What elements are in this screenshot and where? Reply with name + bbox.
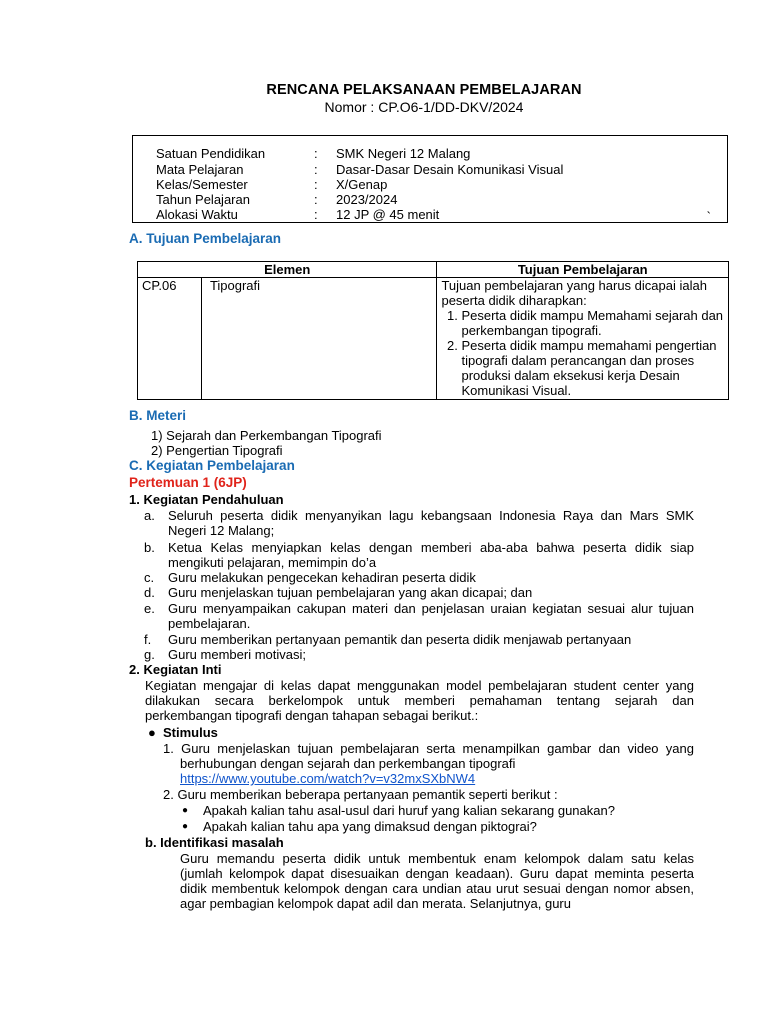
question-item: Apakah kalian tahu apa yang dimaksud dengan piktograi? <box>203 819 537 834</box>
list-item: Guru menjelaskan tujuan pembelajaran yang akan dicapai; dan <box>168 585 533 600</box>
identity-box <box>132 135 728 223</box>
identifikasi-text: Guru memandu peserta didik untuk membentuk enam kelompok dalam satu kelas (jumlah kelompok dapat disesuaikan dengan keadaan). Guru dapat meminta peserta didik membentuk kelompok dengan cara undian atau urut sesuai dengan nomor absen, agar pembagian kelompok dapat adil dan merata. Selanjutnya, guru <box>180 851 694 911</box>
list-item: Ketua Kelas menyiapkan kelas dengan memberi aba-aba bahwa peserta didik siap mengikuti pelajaran, memimpin do’a <box>168 540 694 570</box>
table-cell-code: CP.06 <box>138 278 202 400</box>
stimulus-step: 1. Guru menjelaskan tujuan pembelajaran serta menampilkan gambar dan video yang berhubungan dengan sejarah dan perkembangan tipografi <box>163 741 694 771</box>
bullet-icon: ● <box>182 821 189 832</box>
bullet-icon: ● <box>182 805 189 816</box>
bullet-icon: ● <box>148 725 156 740</box>
info-value: 2023/2024 <box>336 192 398 207</box>
table-cell-goals <box>437 278 729 400</box>
list-item: Guru memberi motivasi; <box>168 647 306 662</box>
goals-list <box>441 308 724 398</box>
pendahuluan-heading: 1. Kegiatan Pendahuluan <box>129 492 284 507</box>
list-item: Seluruh peserta didik menyanyikan lagu kebangsaan Indonesia Raya dan Mars SMK Negeri 12 Malang; <box>168 508 694 538</box>
info-colon: : <box>314 192 318 207</box>
table-header-elemen: Elemen <box>138 262 437 278</box>
inti-heading: 2. Kegiatan Inti <box>129 662 222 677</box>
stimulus-step: 2. Guru memberikan beberapa pertanyaan pemantik seperti berikut : <box>163 787 558 802</box>
info-label: Tahun Pelajaran <box>156 192 250 207</box>
list-item: Guru melakukan pengecekan kehadiran peserta didik <box>168 570 476 585</box>
info-label: Mata Pelajaran <box>156 162 244 177</box>
info-colon: : <box>314 207 318 222</box>
goal-item: 2. Peserta didik mampu memahami pengertian tipografi dalam perancangan dan proses produksi dalam eksekusi kerja Desain Komunikasi Visual. <box>461 338 724 398</box>
info-colon: : <box>314 146 318 161</box>
goals-intro: Tujuan pembelajaran yang harus dicapai ialah peserta didik diharapkan: <box>441 278 707 308</box>
identifikasi-heading: b. Identifikasi masalah <box>145 835 284 850</box>
table-row <box>138 278 729 400</box>
question-item: Apakah kalian tahu asal-usul dari huruf yang kalian sekarang gunakan? <box>203 803 615 818</box>
info-value: X/Genap <box>336 177 388 192</box>
table-header-row <box>138 262 729 278</box>
list-marker: e. <box>144 601 155 616</box>
info-colon: : <box>314 177 318 192</box>
info-label: Alokasi Waktu <box>156 207 238 222</box>
list-marker: d. <box>144 585 155 600</box>
info-label: Kelas/Semester <box>156 177 248 192</box>
table-header-tujuan: Tujuan Pembelajaran <box>437 262 729 278</box>
stimulus-heading: Stimulus <box>163 725 218 740</box>
goal-item: 1. Peserta didik mampu Memahami sejarah dan perkembangan tipografi. <box>461 308 724 338</box>
material-item: 2) Pengertian Tipografi <box>151 443 283 458</box>
info-label: Satuan Pendidikan <box>156 146 266 161</box>
table-cell-element: Tipografi <box>201 278 437 400</box>
list-item: Guru memberikan pertanyaan pemantik dan peserta didik menjawab pertanyaan <box>168 632 632 647</box>
section-c-heading: C. Kegiatan Pembelajaran <box>129 458 295 473</box>
list-marker: f. <box>144 632 152 647</box>
list-marker: a. <box>144 508 155 523</box>
material-item: 1) Sejarah dan Perkembangan Tipografi <box>151 428 382 443</box>
info-value: 12 JP @ 45 menit <box>336 207 440 222</box>
video-link[interactable]: https://www.youtube.com/watch?v=v32mxSXbNW4 <box>180 771 476 786</box>
info-colon: : <box>314 162 318 177</box>
document-title: RENCANA PELAKSANAAN PEMBELAJARAN <box>266 82 582 98</box>
list-marker: g. <box>144 647 155 662</box>
objectives-table <box>137 261 729 400</box>
list-item: Guru menyampaikan cakupan materi dan penjelasan uraian kegiatan sesuai alur tujuan pembelajaran. <box>168 601 694 631</box>
meeting-label: Pertemuan 1 (6JP) <box>129 475 247 490</box>
info-value: Dasar-Dasar Desain Komunikasi Visual <box>336 162 564 177</box>
stray-mark: ` <box>706 209 711 224</box>
inti-intro: Kegiatan mengajar di kelas dapat menggunakan model pembelajaran student center yang dilakukan secara berkelompok untuk memberi pemahaman tentang sejarah dan perkembangan tipografi dengan tahapan sebagai berikut.: <box>145 678 694 723</box>
list-marker: b. <box>144 540 155 555</box>
list-marker: c. <box>144 570 155 585</box>
section-a-heading: A. Tujuan Pembelajaran <box>129 231 282 246</box>
info-value: SMK Negeri 12 Malang <box>336 146 471 161</box>
video-link-wrap <box>180 771 475 786</box>
section-b-heading: B. Meteri <box>129 408 187 423</box>
document-number: Nomor : CP.O6-1/DD-DKV/2024 <box>324 99 524 115</box>
